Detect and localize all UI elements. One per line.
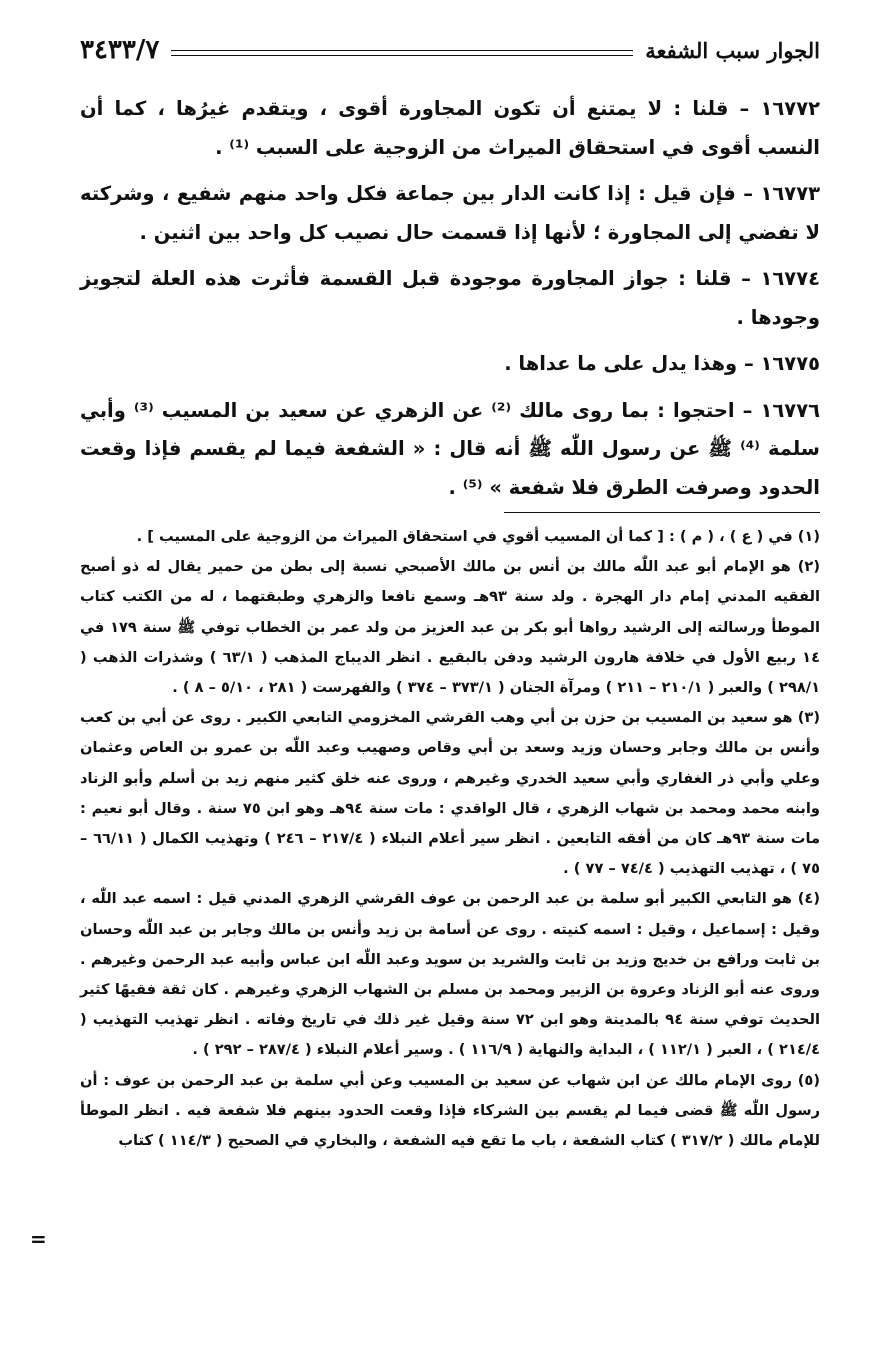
footnotes — [80, 522, 820, 1156]
page-header — [80, 30, 820, 70]
paragraph-text: – قلنا : لا يمتنع أن تكون المجاورة أقوى ، ويتقدم غيرُها ، كما أن النسب أقوى في استحقاق الميراث من الزوجية على السبب ⁽¹⁾ . — [80, 97, 820, 159]
paragraph-number: ١٦٧٧٦ — [760, 398, 820, 422]
paragraph-text: – فإن قيل : إذا كانت الدار بين جماعة فكل واحد منهم شفيع ، وشركته لا تفضي إلى المجاورة ؛ لأنها إذا قسمت حال نصيب كل واحد بين اثنين . — [80, 182, 820, 244]
paragraph — [80, 90, 820, 167]
continuation-mark: = — [30, 1227, 47, 1251]
paragraph-text: – وهذا يدل على ما عداها . — [504, 352, 761, 375]
paragraph-number: ١٦٧٧٣ — [760, 182, 820, 205]
footnote: (٢) هو الإمام أبو عبد اللّٰه مالك بن أنس بن مالك الأصبحي نسبة إلى بطن من حمير يقال له ذو أصبح الفقيه المدني إمام دار الهجرة . ولد سنة ٩٣هـ وسمع نافعا والزهري وطبقتهما ، له من الكتب كتاب الموطأ ورسالته إلى الرشيد رواها أبو بكر بن عبد العزيز من ولد عمر بن الخطاب توفي ﷺ سنة ١٧٩ في ١٤ ربيع الأول في خلافة هارون الرشيد ودفن بالبقيع . انظر الديباج المذهب ( ٦٣/١ ) وشذرات الذهب ( ٢٩٨/١ ) والعبر ( ٢١٠/١ – ٢١١ ) ومرآة الجنان ( ٣٧٣/١ – ٣٧٤ ) والفهرست ( ٢٨١ ، ٥/١٠ – ٨ ) . — [80, 558, 821, 697]
footnote-separator — [504, 512, 820, 513]
paragraph-number: ١٦٧٧٤ — [760, 267, 820, 290]
footnote: (٥) روى الإمام مالك عن ابن شهاب عن سعيد بن المسيب وعن أبي سلمة بن عبد الرحمن بن عوف : أن رسول اللّٰه ﷺ قضى فيما لم يقسم بين الشركاء فإذا وقعت الحدود بينهم فلا شفعة فيه . انظر الموطأ للإمام مالك ( ٣١٧/٢ ) كتاب الشفعة ، باب ما تقع فيه الشفعة ، والبخاري في الصحيح ( ١١٤/٣ ) كتاب — [80, 1071, 820, 1150]
header-rule — [171, 50, 633, 56]
running-title: الجوار سبب الشفعة — [645, 37, 820, 63]
page-number: ٣٤٣٣/٧ — [80, 35, 160, 65]
paragraph — [80, 392, 820, 508]
paragraph-number: ١٦٧٧٥ — [760, 352, 820, 375]
footnote: (١) في ( ع ) ، ( م ) : [ كما أن المسيب أقوي في استحقاق الميراث من الزوجية على المسيب ] . — [136, 528, 820, 545]
footnote: (٣) هو سعيد بن المسيب بن حزن بن أبي وهب القرشي المخزومي التابعي الكبير . روى عن أبي بن كعب وأنس بن مالك وجابر وحسان وزيد وسعد بن أبي وقاص وصهيب وعبد اللّٰه بن عمرو بن العاص وعثمان وعلي وأبي ذر الغفاري وأبي سعيد الخدري وغيرهم ، وروى عنه خلق كثير منهم زيد بن أسلم وأبو الزناد وابنه محمد ومحمد بن شهاب الزهري ، قال الواقدي : مات سنة ٩٤هـ وهو ابن ٧٥ سنة . وقال أبو نعيم : مات سنة ٩٣هـ كان من أفقه التابعين . انظر سير أعلام النبلاء ( ٢١٧/٤ – ٢٤٦ ) وتهذيب الكمال ( ٦٦/١١ – ٧٥ ) ، تهذيب التهذيب ( ٧٤/٤ – ٧٧ ) . — [80, 709, 820, 878]
paragraph — [80, 175, 820, 252]
paragraph-number: ١٦٧٧٢ — [760, 97, 820, 120]
paragraph-text: – قلنا : جواز المجاورة موجودة قبل القسمة فأثرت هذه العلة لتجويز وجودها . — [80, 267, 820, 329]
paragraph-text: – احتجوا : بما روى مالك ⁽²⁾ عن الزهري عن سعيد بن المسيب ⁽³⁾ وأبي سلمة ⁽⁴⁾ ﷺ عن رسول اللّٰه ﷺ أنه قال : « الشفعة فيما لم يقسم فإذا وقعت الحدود وصرفت الطرق فلا شفعة » ⁽⁵⁾ . — [80, 398, 820, 499]
main-text — [80, 90, 820, 515]
paragraph — [80, 260, 820, 337]
paragraph — [80, 345, 820, 384]
footnote: (٤) هو التابعي الكبير أبو سلمة بن عبد الرحمن بن عوف القرشي الزهري المدني قيل : اسمه عبد اللّٰه ، وقيل : إسماعيل ، وقيل : اسمه كنيته . روى عن أسامة بن زيد وأنس بن مالك وجابر بن عبد اللّٰه وحسان بن ثابت ورافع بن خديج وزيد بن ثابت والشريد بن سويد وعبد اللّٰه ابن عباس وأبيه عبد الرحمن وغيرهم . وروى عنه أبو الزناد وعروة بن الزبير ومحمد بن مسلم بن الشهاب الزهري وغيرهم . كان ثقة فقيهًا كثير الحديث توفي سنة ٩٤ بالمدينة وهو ابن ٧٢ سنة وقيل غير ذلك في تاريخ وفاته . انظر تهذيب التهذيب ( ٢١٤/٤ ) ، العبر ( ١١٢/١ ) ، البداية والنهاية ( ١١٦/٩ ) . وسير أعلام النبلاء ( ٢٨٧/٤ – ٢٩٢ ) . — [80, 890, 821, 1059]
